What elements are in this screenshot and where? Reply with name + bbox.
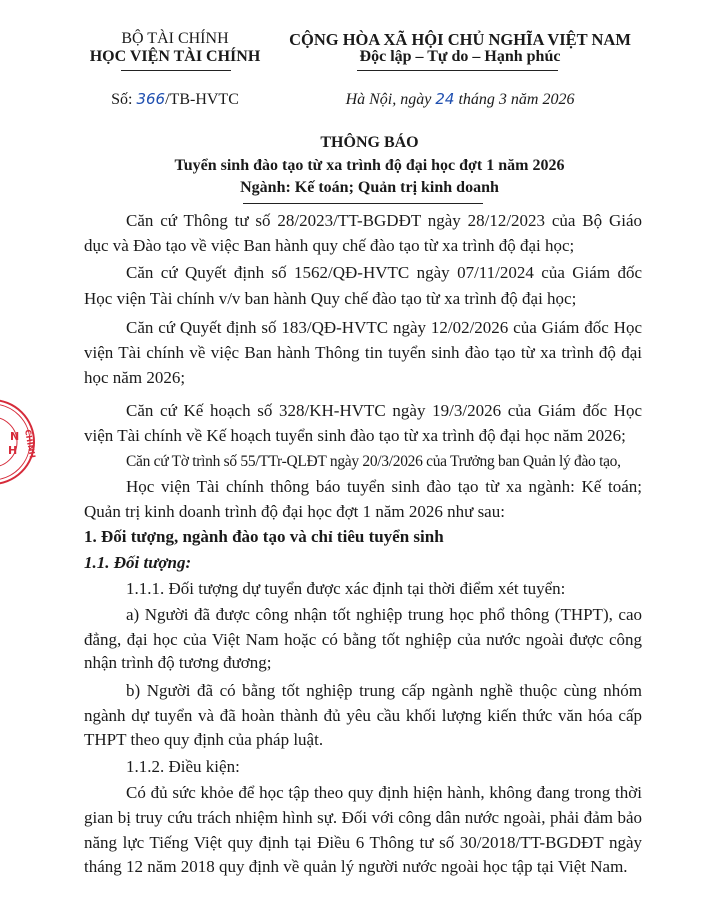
- handwritten-number: 366: [136, 90, 166, 108]
- divider: [243, 203, 483, 204]
- paragraph-line: a) Người đã được công nhận tốt nghiệp trung học phổ thông (THPT), cao: [126, 605, 642, 624]
- paragraph-line: đẳng, đại học của Việt Nam hoặc có bằng tốt nghiệp của nước ngoài được công: [84, 630, 642, 649]
- section-heading: 1. Đối tượng, ngành đào tạo và chỉ tiêu tuyển sinh: [84, 527, 444, 546]
- paragraph-line: năng lực Tiếng Việt quy định tại Điều 6 Thông tư số 30/2018/TT-BGDĐT ngày: [84, 833, 642, 852]
- paragraph-line: 1.1.1. Đối tượng dự tuyển được xác định tại thời điểm xét tuyển:: [126, 579, 566, 598]
- paragraph-line: Căn cứ Tờ trình số 55/TTr-QLĐT ngày 20/3/2026 của Trưởng ban Quản lý đào tạo,: [126, 453, 621, 470]
- paragraph-line: Quản trị kinh doanh trình độ đại học đợt 1 năm 2026 như sau:: [84, 502, 505, 521]
- paragraph-line: ngành dự tuyển và đã hoàn thành đủ yêu cầu khối lượng kiến thức văn hóa cấp: [84, 706, 642, 725]
- paragraph-line: Căn cứ Kế hoạch số 328/KH-HVTC ngày 19/3/2026 của Giám đốc Học: [126, 401, 642, 420]
- paragraph-line: Học viện Tài chính thông báo tuyển sinh đào tạo từ xa ngành: Kế toán;: [126, 477, 642, 496]
- divider: [357, 70, 558, 71]
- svg-text:H: H: [8, 444, 18, 457]
- red-seal-stamp: [0, 390, 50, 500]
- paragraph-line: viện Tài chính về việc Ban hành Thông tin tuyển sinh đào tạo từ xa trình độ đại: [84, 343, 642, 362]
- paragraph-line: viện Tài chính về Kế hoạch tuyển sinh đào tạo từ xa trình độ đại học năm 2026;: [84, 426, 626, 445]
- paragraph-line: Có đủ sức khỏe để học tập theo quy định hiện hành, không đang trong thời: [126, 783, 642, 802]
- institution-name: HỌC VIỆN TÀI CHÍNH: [89, 48, 261, 65]
- paragraph-line: gian bị truy cứu trách nhiệm hình sự. Đối với công dân nước ngoài, phải đảm bảo: [84, 808, 642, 827]
- document-subtitle: Tuyển sinh đào tạo từ xa trình độ đại học đợt 1 năm 2026: [174, 157, 565, 174]
- document-title: THÔNG BÁO: [320, 134, 419, 151]
- document-number: Số: 366/TB-HVTC: [111, 90, 239, 108]
- paragraph-line: Căn cứ Quyết định số 1562/QĐ-HVTC ngày 07/11/2024 của Giám đốc: [126, 263, 642, 282]
- handwritten-day: 24: [435, 90, 455, 108]
- motto: Độc lập – Tự do – Hạnh phúc: [359, 48, 561, 65]
- divider: [121, 70, 231, 71]
- paragraph-line: b) Người đã có bằng tốt nghiệp trung cấp ngành nghề thuộc cùng nhóm: [126, 681, 642, 700]
- svg-text:CHÍNH: CHÍNH: [23, 428, 37, 459]
- ministry-name: BỘ TÀI CHÍNH: [121, 30, 229, 47]
- subsection-heading: 1.1. Đối tượng:: [84, 553, 192, 572]
- paragraph-line: nhận trình độ tương đương;: [84, 653, 272, 672]
- paragraph-line: Căn cứ Thông tư số 28/2023/TT-BGDĐT ngày 28/12/2023 của Bộ Giáo: [126, 211, 642, 230]
- country-name: CỘNG HÒA XÃ HỘI CHỦ NGHĨA VIỆT NAM: [289, 30, 631, 49]
- paragraph-line: tháng 12 năm 2018 quy định về quản lý người nước ngoài học tập tại Việt Nam.: [84, 857, 628, 876]
- svg-text:N: N: [10, 430, 20, 443]
- document-date: Hà Nội, ngày 24 tháng 3 năm 2026: [345, 90, 575, 108]
- paragraph-line: dục và Đào tạo về việc Ban hành quy chế đào tạo từ xa trình độ đại học;: [84, 236, 575, 255]
- document-majors: Ngành: Kế toán; Quản trị kinh doanh: [240, 179, 499, 196]
- paragraph-line: Học viện Tài chính v/v ban hành Quy chế đào tạo từ xa trình độ đại học;: [84, 289, 577, 308]
- paragraph-line: Căn cứ Quyết định số 183/QĐ-HVTC ngày 12/02/2026 của Giám đốc Học: [126, 318, 642, 337]
- paragraph-line: 1.1.2. Điều kiện:: [126, 757, 240, 776]
- paragraph-line: học năm 2026;: [84, 368, 186, 387]
- paragraph-line: THPT theo quy định của pháp luật.: [84, 730, 324, 749]
